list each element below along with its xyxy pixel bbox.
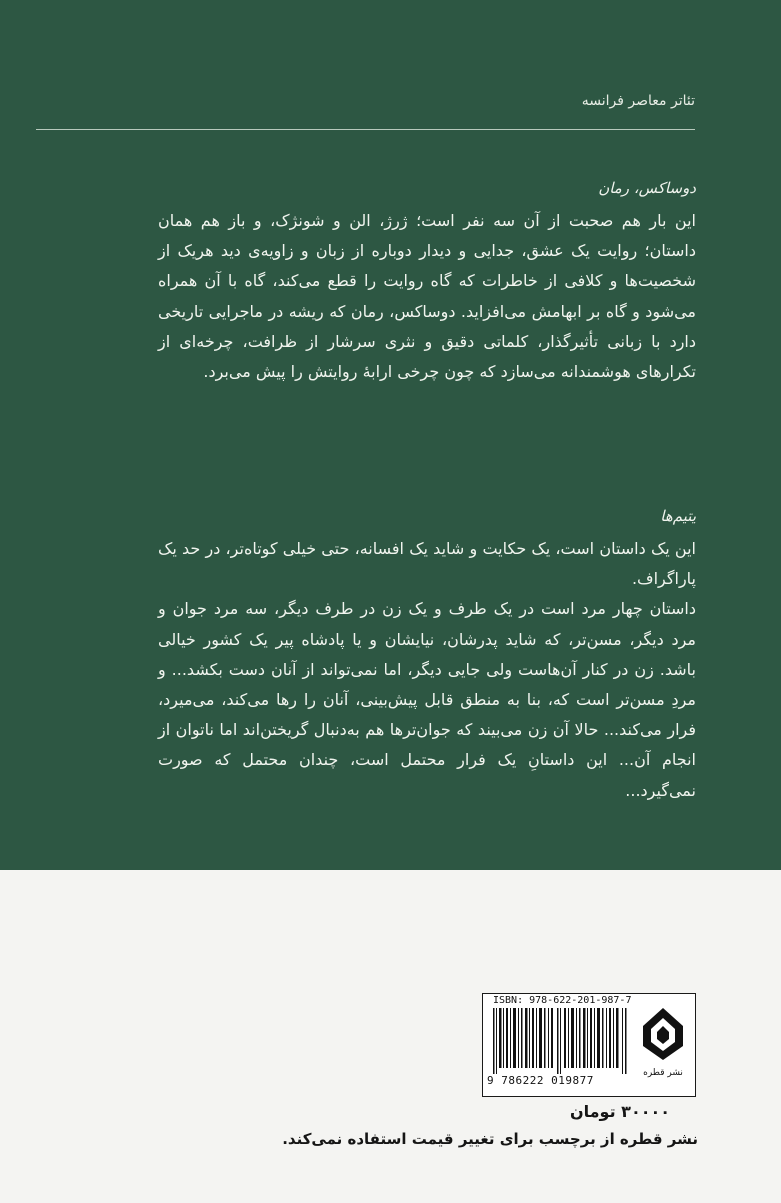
series-label: تئاتر معاصر فرانسه	[581, 93, 695, 109]
blurb-paragraph: این بار هم صحبت از آن سه نفر است؛ ژرژ، الن و شونژک، و باز هم همان داستان؛ روایت یک عشق، جدایی و دیدار دوباره از زبان و زاویه‌ی دید هریک از شخصیت‌ها و کلافی از خاطرات که گاه روایت را قطع می‌کند، گاه با آن همراه می‌شود و گاه بر ابهامش می‌افزاید. دوساکس، رمان که ریشه در ماجرایی تاریخی دارد با زبانی تأثیرگذار، کلماتی دقیق و نثری سرشار از ظرافت، چرخه‌ای از تکرارهای هوشمندانه می‌سازد که چون چرخی ارابهٔ روایتش را پیش می‌برد.	[158, 211, 696, 382]
blurb-orphans	[158, 504, 696, 806]
barcode-label	[482, 993, 696, 1097]
price-label: ۳۰۰۰۰ تومان	[569, 1102, 670, 1121]
blurb-paragraph: این یک داستان است، یک حکایت و شاید یک افسانه، حتی خیلی کوتاه‌تر، در حد یک پاراگراف.	[158, 539, 696, 589]
price-notice: نشر قطره از برچسب برای تغییر قیمت استفاده نمی‌کند.	[282, 1130, 698, 1148]
barcode-bars	[491, 1008, 631, 1074]
barcode-digits: 9 786222 019877	[487, 1074, 594, 1087]
publisher-logo	[635, 1006, 691, 1086]
blurb-title: یتیم‌ها	[660, 507, 696, 525]
blurb-dosax	[158, 176, 696, 387]
publisher-logo-label: نشر قطره	[643, 1068, 683, 1078]
divider-line	[36, 129, 695, 130]
blurb-title: دوساکس، رمان	[598, 179, 696, 197]
drop-logo-icon	[638, 1006, 688, 1062]
isbn-text: ISBN: 978-622-201-987-7	[493, 995, 632, 1006]
blurb-paragraph: داستان چهار مرد است در یک طرف و یک زن در طرف دیگر، سه مرد جوان و مرد دیگر، مسن‌تر، که شاید پدرشان، نیایشان و یا پادشاه پیر یک کشور خیالی باشد. زن در کنار آن‌هاست ولی جایی دیگر، اما نمی‌تواند از آنان دست بکشد... و مردِ مسن‌تر است که، بنا به منطق قابل پیش‌بینی، آنان را رها می‌کند، می‌میرد، فرار می‌کند... حالا آن زن می‌بیند که جوان‌ترها هم به‌دنبال گریختن‌اند اما ناتوان از انجام آن... این داستانِ یک فرار محتمل است، چندان محتمل که صورت نمی‌گیرد...	[158, 599, 696, 800]
